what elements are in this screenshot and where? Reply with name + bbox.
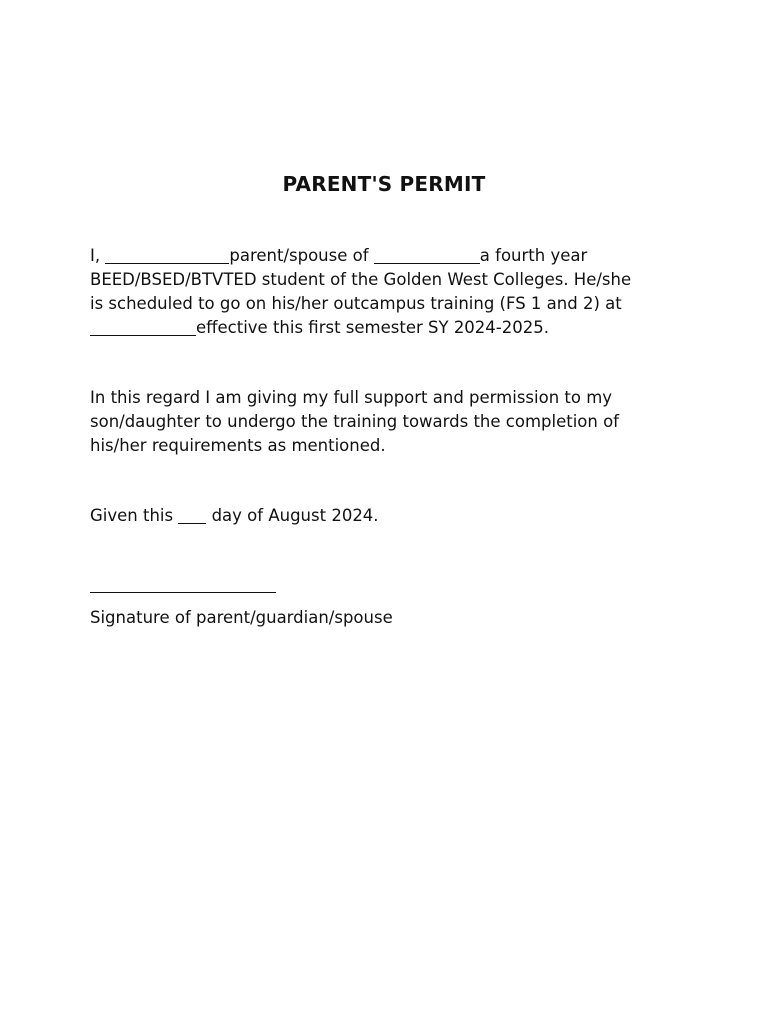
- opening-text: I,: [90, 246, 106, 265]
- permission-paragraph: [90, 386, 690, 458]
- effectivity-text: effective this first semester SY 2024-2025.: [196, 318, 549, 337]
- given-text: Given this: [90, 506, 179, 525]
- year-level-text: a fourth year: [479, 246, 588, 265]
- permission-line-1: In this regard I am giving my full support and permission to my: [90, 388, 613, 407]
- relation-text: parent/spouse of: [229, 246, 374, 265]
- parent-name-blank: [105, 247, 229, 264]
- permit-paragraph: [90, 244, 690, 340]
- document-title: PARENT'S PERMIT: [282, 172, 486, 196]
- student-name-blank: [374, 247, 480, 264]
- day-blank: [178, 507, 206, 524]
- month-year-text: day of August 2024.: [206, 506, 379, 525]
- signature-label: Signature of parent/guardian/spouse: [90, 608, 393, 627]
- permission-line-2: son/daughter to undergo the training towards the completion of: [90, 412, 619, 431]
- date-paragraph: [90, 504, 690, 528]
- permission-line-3: his/her requirements as mentioned.: [90, 436, 386, 455]
- training-text: is scheduled to go on his/her outcampus training (FS 1 and 2) at: [90, 294, 622, 313]
- program-text: BEED/BSED/BTVTED student of the Golden West Colleges. He/she: [90, 270, 632, 289]
- signature-line: [90, 592, 276, 593]
- training-place-blank: [90, 319, 196, 336]
